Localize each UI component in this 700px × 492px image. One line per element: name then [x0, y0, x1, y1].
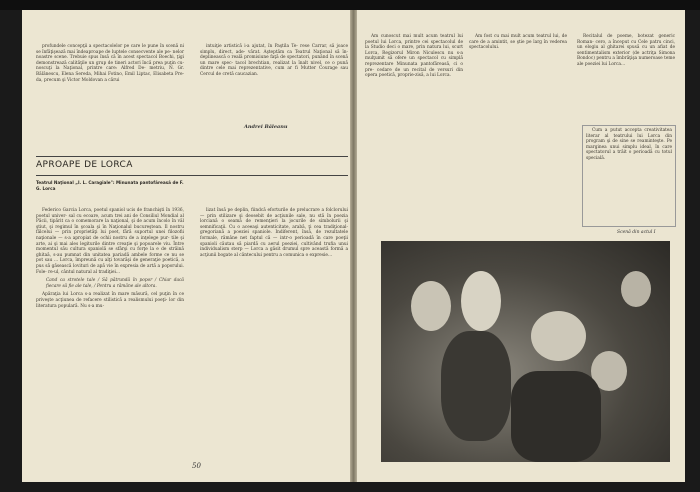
left-top-column-2: [200, 44, 348, 79]
right-paragraph-3: Recitalul de poeme, botezat generic Roman- cero, a început cu Cele patru cinci, un elogiu al ghitarei spusă cu un afiat de sentimentalism exterior (de actriţa Simona Bondoc) pentru a îmbrăţişa numeroase teme ale poeziei lui Lorca...: [577, 34, 675, 67]
title-box: [36, 156, 348, 176]
figure-head-1: [411, 281, 451, 331]
body-paragraph-2: Apăraţia lui Lorca s-a realizat în mare măsură, cel puţin în ce priveşte acţiunea de refacere stilistică a realismului poeţi- lor din literatura populară. Nu s-a mu-: [36, 292, 184, 309]
top-edge: [0, 0, 700, 10]
page-number: 50: [192, 462, 201, 470]
left-top-column-1: [36, 44, 184, 84]
figure-head-5: [621, 271, 651, 307]
body-column-1: [36, 208, 184, 310]
figure-head-2: [461, 271, 501, 331]
figure-body: [441, 331, 511, 441]
figure-body-2: [511, 371, 601, 462]
article-title: APROAPE DE LORCA: [36, 160, 133, 170]
article-author: Andrei Băleanu: [244, 124, 288, 130]
left-top-paragraph-2: intuiţie artistică i-a ajutat, în Paştila Te- rese Carrar, să joace simplu, direct, ade- vărat. Aşteptăm ca Teatrul Naţional să în- deplinească o reală promisiune faţă de spectatori, punând în scenă un mare spec- tacol brechtian, realizat la înalt nivel, ce o pună dintre cele mai reprezentative, cum ar fi Mutter Courage sau Cercul de cretă caucazian.: [200, 44, 348, 77]
right-paragraph-1: Am cunoscut mai mult acum teatrul lui poetul lui Lorca, printre cei spectacolul de la Studio deci o mare, prin natura lui, scurt Lorca, Regizorul Miron Niculescu nu s-a mulţumit să ofere un spectacol cu simplă reprezentare Minunata pantofăreasă, ci o pre- cedare de un recital de versuri din opera poetică, proprie-zisă, a lui Lorca.: [365, 34, 463, 79]
right-column-3: [577, 34, 675, 69]
stage-photo: [381, 241, 670, 462]
book-gutter: [350, 10, 357, 482]
figure-head-3: [531, 311, 586, 361]
article-subtitle: Teatrul Naţional „I. L. Caragiale": Minunata pantofăreasă de F. G. Lorca: [36, 180, 184, 191]
body-column-2: [200, 208, 348, 259]
poem-quote: Cand ca strotele tale / Să pătrundă în popor / Chiar dacă fiecare să fie ale tale, / Pentru a rămâne ale altora.: [46, 278, 184, 289]
left-page: [22, 10, 350, 482]
right-column-1: [365, 34, 463, 80]
photo-caption: Scenă din actul I: [617, 230, 656, 235]
left-top-paragraph-1: profundele concepţii a spectacolelor pe care le pune în scenă ni se înfăţişează mai îndeaproape de luptele consecvente ale pe- nelor noastre scene. Trebuie spus însă că în acest spectacol Boechi, ţigi demonstrează calităţile un grup de tineri actori încă prea puţin cu- noscuţi la Naţional, printre care: Alfred De- metriu, N. Gr. Bălănescu, Elena Sereda, Mihai Fotino, Emil Liptac, Elisabeta Pre- da, precum şi Victor Moldovan a cărui: [36, 44, 184, 83]
side-note-text: Cum a putut accepta creativitatea literar al teatrului lui Lorca din program şi de sine se reaminteşte. Pe marginea unui simplu ideal, în care spectatorul a trăit o perioadă cu totul specială.: [586, 128, 672, 161]
right-paragraph-2: Am fost cu mai mult acum teatrul lui, de care de a amintit, se ştie pe larg în vederea spectacolului.: [469, 34, 567, 51]
body-paragraph-1: Federico Garcia Lorca, poetul spaniol ucis de franchişti în 1936, poetul univer- sal cu ecoare, acum trei ani de Consiliul Mondial al Păcii, tipărit ca o comemorare la naţional, şi de acum încolo în vâl ştiut, şi regimul în şcoala şi în Naţionalul bucureştean. Il nostru fălcelui — prin proprietăţi lui poet, fără suportul unei filozofii naţionale — s-a apropiat de ochii nostru de a inţelege pur- tile şi arte, ai şi mai ales legiturile dintre creaţie şi popoarele viu. Între momentul său cultura spaniolă se sfârşi cu forţe la e de străină ghitaă, s-au pumnat din unitatea pariadă ambele forme ce nu se pot sau ... Lorca, împreună cu alţi tovarăşi de generaţie poetică, a pus să găsească lovituri de apă vie în expresia de artă a poporului. Fole- re-ul, cântul natural al tradiţiei...: [36, 208, 184, 275]
side-note-box: [582, 125, 676, 227]
side-note: [586, 128, 672, 163]
right-column-2: [469, 34, 567, 52]
right-page: [357, 10, 685, 482]
body-paragraph-3: lizat însă pe deplin, fiindcă eforturile de prelucrare a folclorului — prin stilizare şi deosebit de acţiunile sale, nu stă în poezia lorciană o seamă de remenţieri la jocurile de simbolurii şi semnificaţii. Cu o aceeaşi autenticitate, arabă, ţi cea tradiţional-gregoriană a poeziei spaniole. Indiferent, însă, de rezultatele formale, rămâne net faptul că — intr-o perioadă în care poeţii spanioli căutau să piardă cu aerul poeziei, cultivând trufia unui individualism sterp — Lorca a găsit drumul spre această formă a acţiunii bogate al cântecului pentru a comunica o expresie...: [200, 208, 348, 258]
